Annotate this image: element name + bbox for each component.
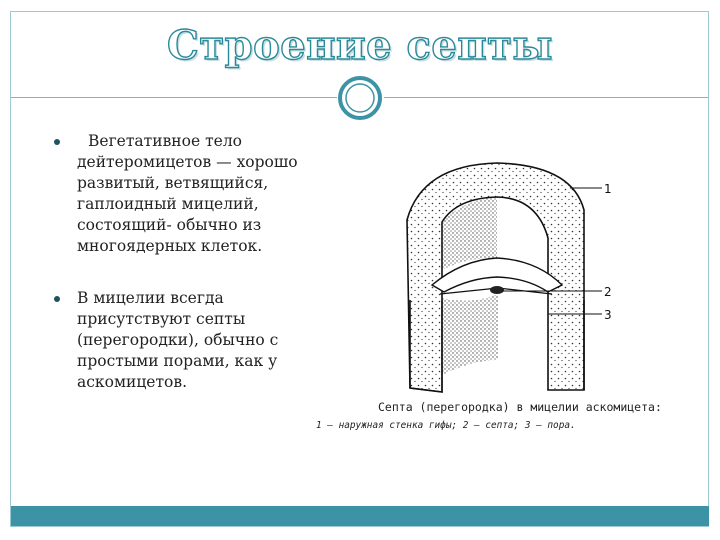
slide-title: Строение септы [166,22,553,69]
pore [490,286,504,294]
figure-label: 2 [604,285,612,299]
bullet-dot-icon [54,139,60,145]
bullet-text: Вегетативное тело дейтеромицетов — хорошо развитый, ветвящийся, гаплоидный мицелий, состоящий- обычно из многоядерных клеток. [77,132,298,255]
bottom-bar [11,506,709,526]
bullet-dot-icon [54,296,60,302]
bullet-item [54,131,324,257]
caption-title: Септа (перегородка) в мицелии аскомицета: [378,400,662,414]
divider-left [11,97,337,98]
bullet-text: В мицелии всегда присутствуют септы (перегородки), обычно с простыми порами, как у аскомицетов. [77,289,279,391]
caption-legend: 1 — наружная стенка гифы; 2 — септа; 3 — пора. [316,420,576,431]
figure-label: 3 [604,308,612,322]
figure-label: 1 [604,182,612,196]
bullet-item [54,288,324,393]
figure-caption [316,400,696,431]
bullet-list [54,131,324,424]
circle-ornament-icon [337,75,383,121]
divider-right [384,97,708,98]
